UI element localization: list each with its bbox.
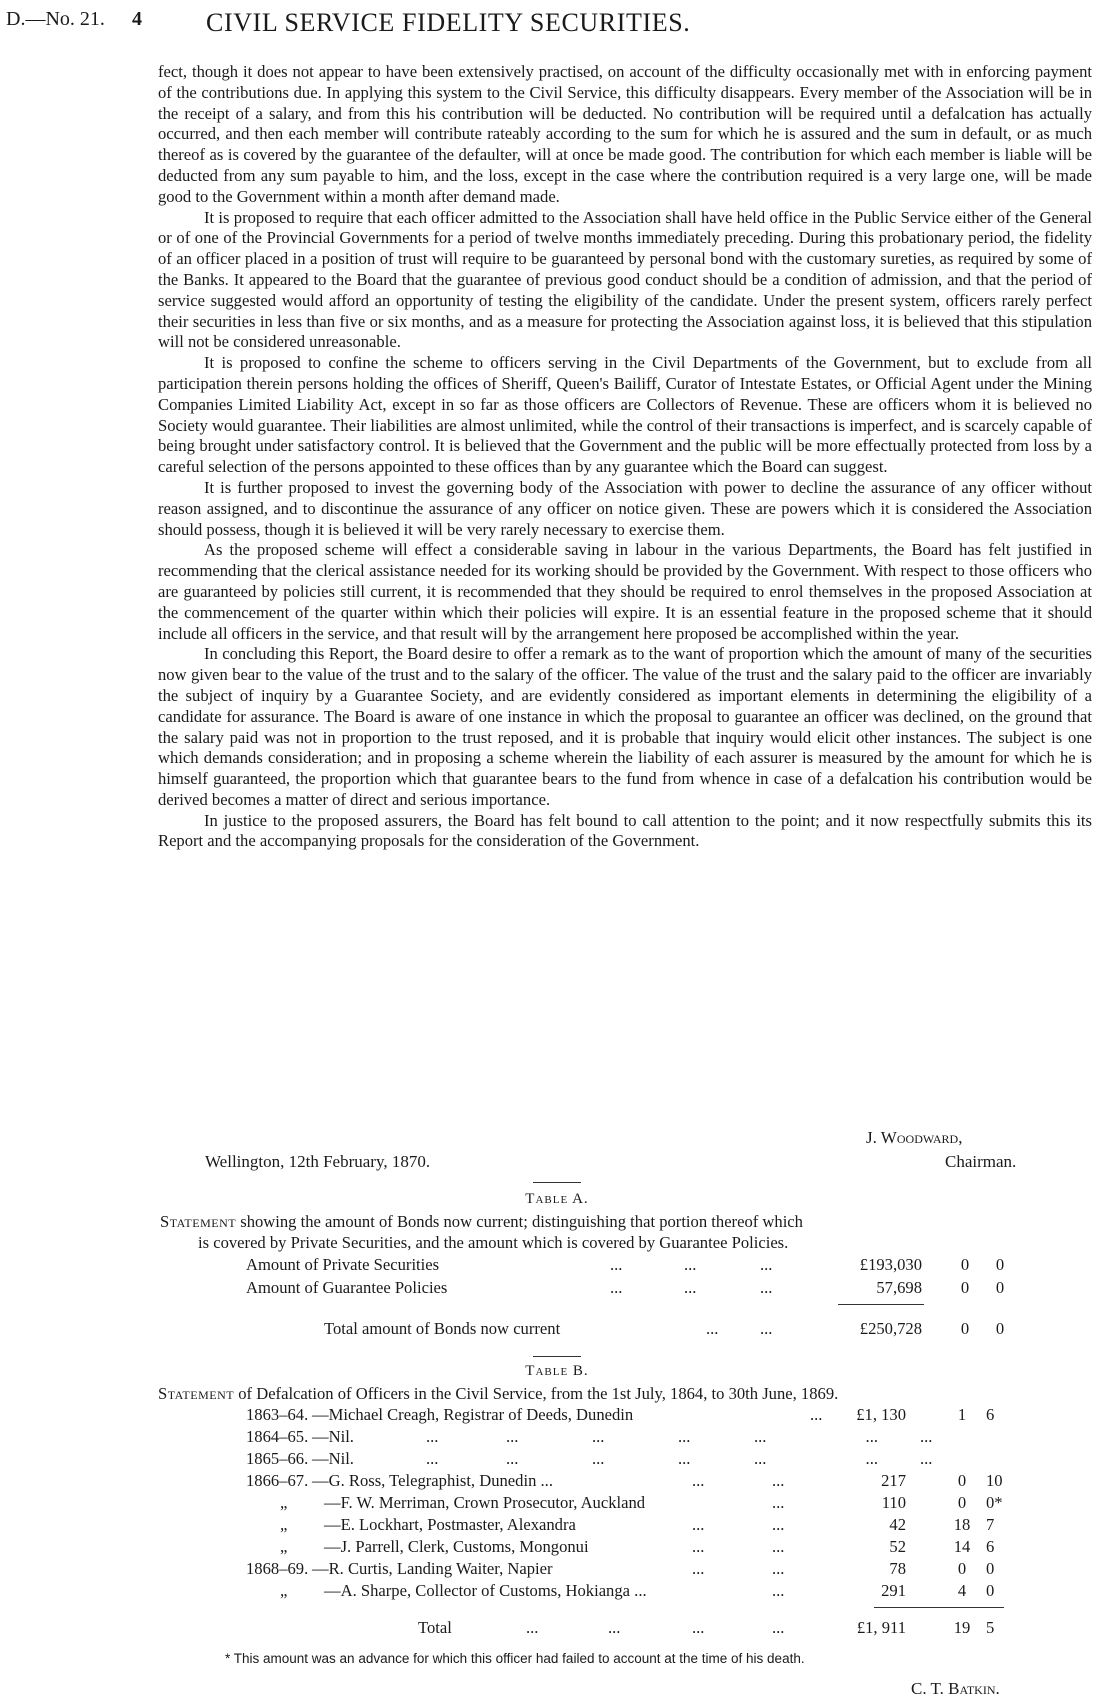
chairman-role: Chairman. xyxy=(945,1152,1017,1171)
footnote: * This amount was an advance for which this officer had failed to account at the time of his death. xyxy=(225,1651,805,1666)
table-total-row: Total amount of Bonds now current ... ... £250,728 0 0 xyxy=(324,1319,1005,1338)
table-row: 1866–67. —G. Ross, Telegraphist, Dunedin ... ... ... 217 0 10 xyxy=(246,1471,1003,1490)
table-row: „ —E. Lockhart, Postmaster, Alexandra ... ... 42 18 7 xyxy=(280,1515,995,1534)
paragraph: In justice to the proposed assurers, the Board has felt bound to call attention to the point; and it now respectfully submits this its Report and the accompanying proposals for the consideration of the Government. xyxy=(158,810,1092,851)
table-row: 1863–64. —Michael Creagh, Registrar of Deeds, Dunedin ... £1, 130 1 6 xyxy=(246,1405,995,1424)
table-row: „ —A. Sharpe, Collector of Customs, Hokianga ... ... 291 4 0 xyxy=(280,1581,995,1600)
chairman-name: J. Woodward, xyxy=(866,1128,963,1147)
paragraph: It is further proposed to invest the governing body of the Association with power to decline the assurance of any officer without reason assigned, and to discontinue the assurance of any officer on notice given. These are powers which it is considered the Association should possess, though it is believed it will be very rarely necessary to exercise them. xyxy=(158,477,1092,539)
table-row: Amount of Guarantee Policies ... ... ... 57,698 0 0 xyxy=(246,1278,1005,1297)
chairman-signature-block xyxy=(0,1128,1114,1180)
page-title: CIVIL SERVICE FIDELITY SECURITIES. xyxy=(206,8,691,37)
report-body xyxy=(158,62,1092,852)
table-a-statement: Statement showing the amount of Bonds now current; distinguishing that portion thereof which is covered by Private Securities, and the amount which is covered by Guarantee Policies. xyxy=(160,1212,803,1252)
table-total-row: Total ... ... ... ... £1, 911 19 5 xyxy=(418,1618,995,1637)
paragraph: As the proposed scheme will effect a considerable saving in labour in the various Departments, the Board has felt justified in recommending that the clerical assistance needed for its working should be provided by the Government. With respect to those officers who are guaranteed by policies still current, it is recommended that they should be required to enrol themselves in the proposed Association at the commencement of the quarter within which their policies will expire. It is an essential feature in the proposed scheme that it should include all officers in the service, and that result will by the arrangement here proposed be accomplished within the year. xyxy=(158,540,1092,643)
page-header xyxy=(6,8,1106,38)
table-a-title: Table A. xyxy=(525,1191,589,1207)
table-row: 1865–66. —Nil. ... ... ... ... ... ... ... xyxy=(246,1449,933,1468)
table-row: „ —F. W. Merriman, Crown Prosecutor, Auckland ... 110 0 0* xyxy=(280,1493,1003,1512)
table-b-title: Table B. xyxy=(525,1363,589,1379)
table-row: Amount of Private Securities ... ... ... £193,030 0 0 xyxy=(246,1255,1005,1274)
divider xyxy=(533,1356,581,1357)
sum-rule xyxy=(838,1304,924,1305)
table-row: „ —J. Parrell, Clerk, Customs, Mongonui ... ... 52 14 6 xyxy=(280,1537,995,1556)
paragraph: In concluding this Report, the Board desire to offer a remark as to the want of proportion which the amount of many of the securities now given bear to the value of the trust and to the salary of the officer. The value of the trust and the salary paid to the officer are invariably the subject of inquiry by a Guarantee Society, and are evidently considered as important elements in determining the eligibility of a candidate for assurance. The Board is aware of one instance in which the proposal to guarantee an officer was declined, on the ground that the salary paid was not in proportion to the trust reposed, and it is probable that inquiry would elicit other instances. The subject is one which demands consideration; and in proposing a scheme wherein the liability of each assurer is measured by the amount for which he is himself guaranteed, the proportion which that guarantee bears to the fund from whence in case of a defalcation his contribution would be derived becomes a matter of direct and serious importance. xyxy=(158,644,1092,809)
signature: C. T. Batkin. xyxy=(911,1679,1000,1698)
page-number: 4 xyxy=(132,8,142,30)
page-reference: D.—No. 21. xyxy=(6,8,105,30)
divider xyxy=(533,1182,581,1183)
paragraph: It is proposed to confine the scheme to officers serving in the Civil Departments of the Government, but to exclude from all participation therein persons holding the offices of Sheriff, Queen's Bailiff, Curator of Intestate Estates, or Official Agent under the Mining Companies Limited Liability Act, except in so far as those officers are Collectors of Revenue. These are officers whom it is believed no Society would guarantee. Their liabilities are almost unlimited, while the control of their transactions is imperfect, and is scarcely capable of being brought under satisfactory control. It is believed that the Government and the public will be more effectually protected from loss by a careful selection of the persons appointed to these offices than by any guarantee which the Board can suggest. xyxy=(158,353,1092,477)
place-date: Wellington, 12th February, 1870. xyxy=(205,1152,431,1171)
table-b-statement: Statement of Defalcation of Officers in the Civil Service, from the 1st July, 1864, to 30th June, 1869. xyxy=(158,1384,839,1403)
table-row: 1864–65. —Nil. ... ... ... ... ... ... ... xyxy=(246,1427,933,1446)
sum-rule xyxy=(874,1607,1004,1608)
table-row: 1868–69. —R. Curtis, Landing Waiter, Napier ... ... 78 0 0 xyxy=(246,1559,995,1578)
paragraph: It is proposed to require that each officer admitted to the Association shall have held office in the Public Service either of the General or of one of the Provincial Governments for a period of twelve months immediately preceding. During this probationary period, the fidelity of an officer placed in a position of trust will require to be guaranteed by personal bond with the customary sureties, as required by some of the Banks. It appeared to the Board that the guarantee of previous good conduct should be a condition of admission, and that the period of service suggested would afford an opportunity of testing the eligibility of the candidate. Under the present system, officers rarely perfect their securities in less than five or six months, and as a measure for protecting the Association against loss, it is believed that this stipulation will not be considered unreasonable. xyxy=(158,207,1092,352)
paragraph: fect, though it does not appear to have been extensively practised, on account of the difficulty occasionally met with in enforcing payment of the contributions due. In applying this system to the Civil Service, this difficulty disappears. Every member of the Association will be in the receipt of a salary, and from this his contribution will be deducted. No contribution will be required until a defalcation has actually occurred, and then each member will contribute rateably according to the sum for which he is assured and the sum in default, or as much thereof as is covered by the guarantee of the defaulter, will at once be made good. The contribution for which each member is liable will be deducted from any sum payable to him, and the loss, except in the case where the contribution required is a very large one, will be made good to the Government within a month after demand made. xyxy=(158,62,1092,206)
